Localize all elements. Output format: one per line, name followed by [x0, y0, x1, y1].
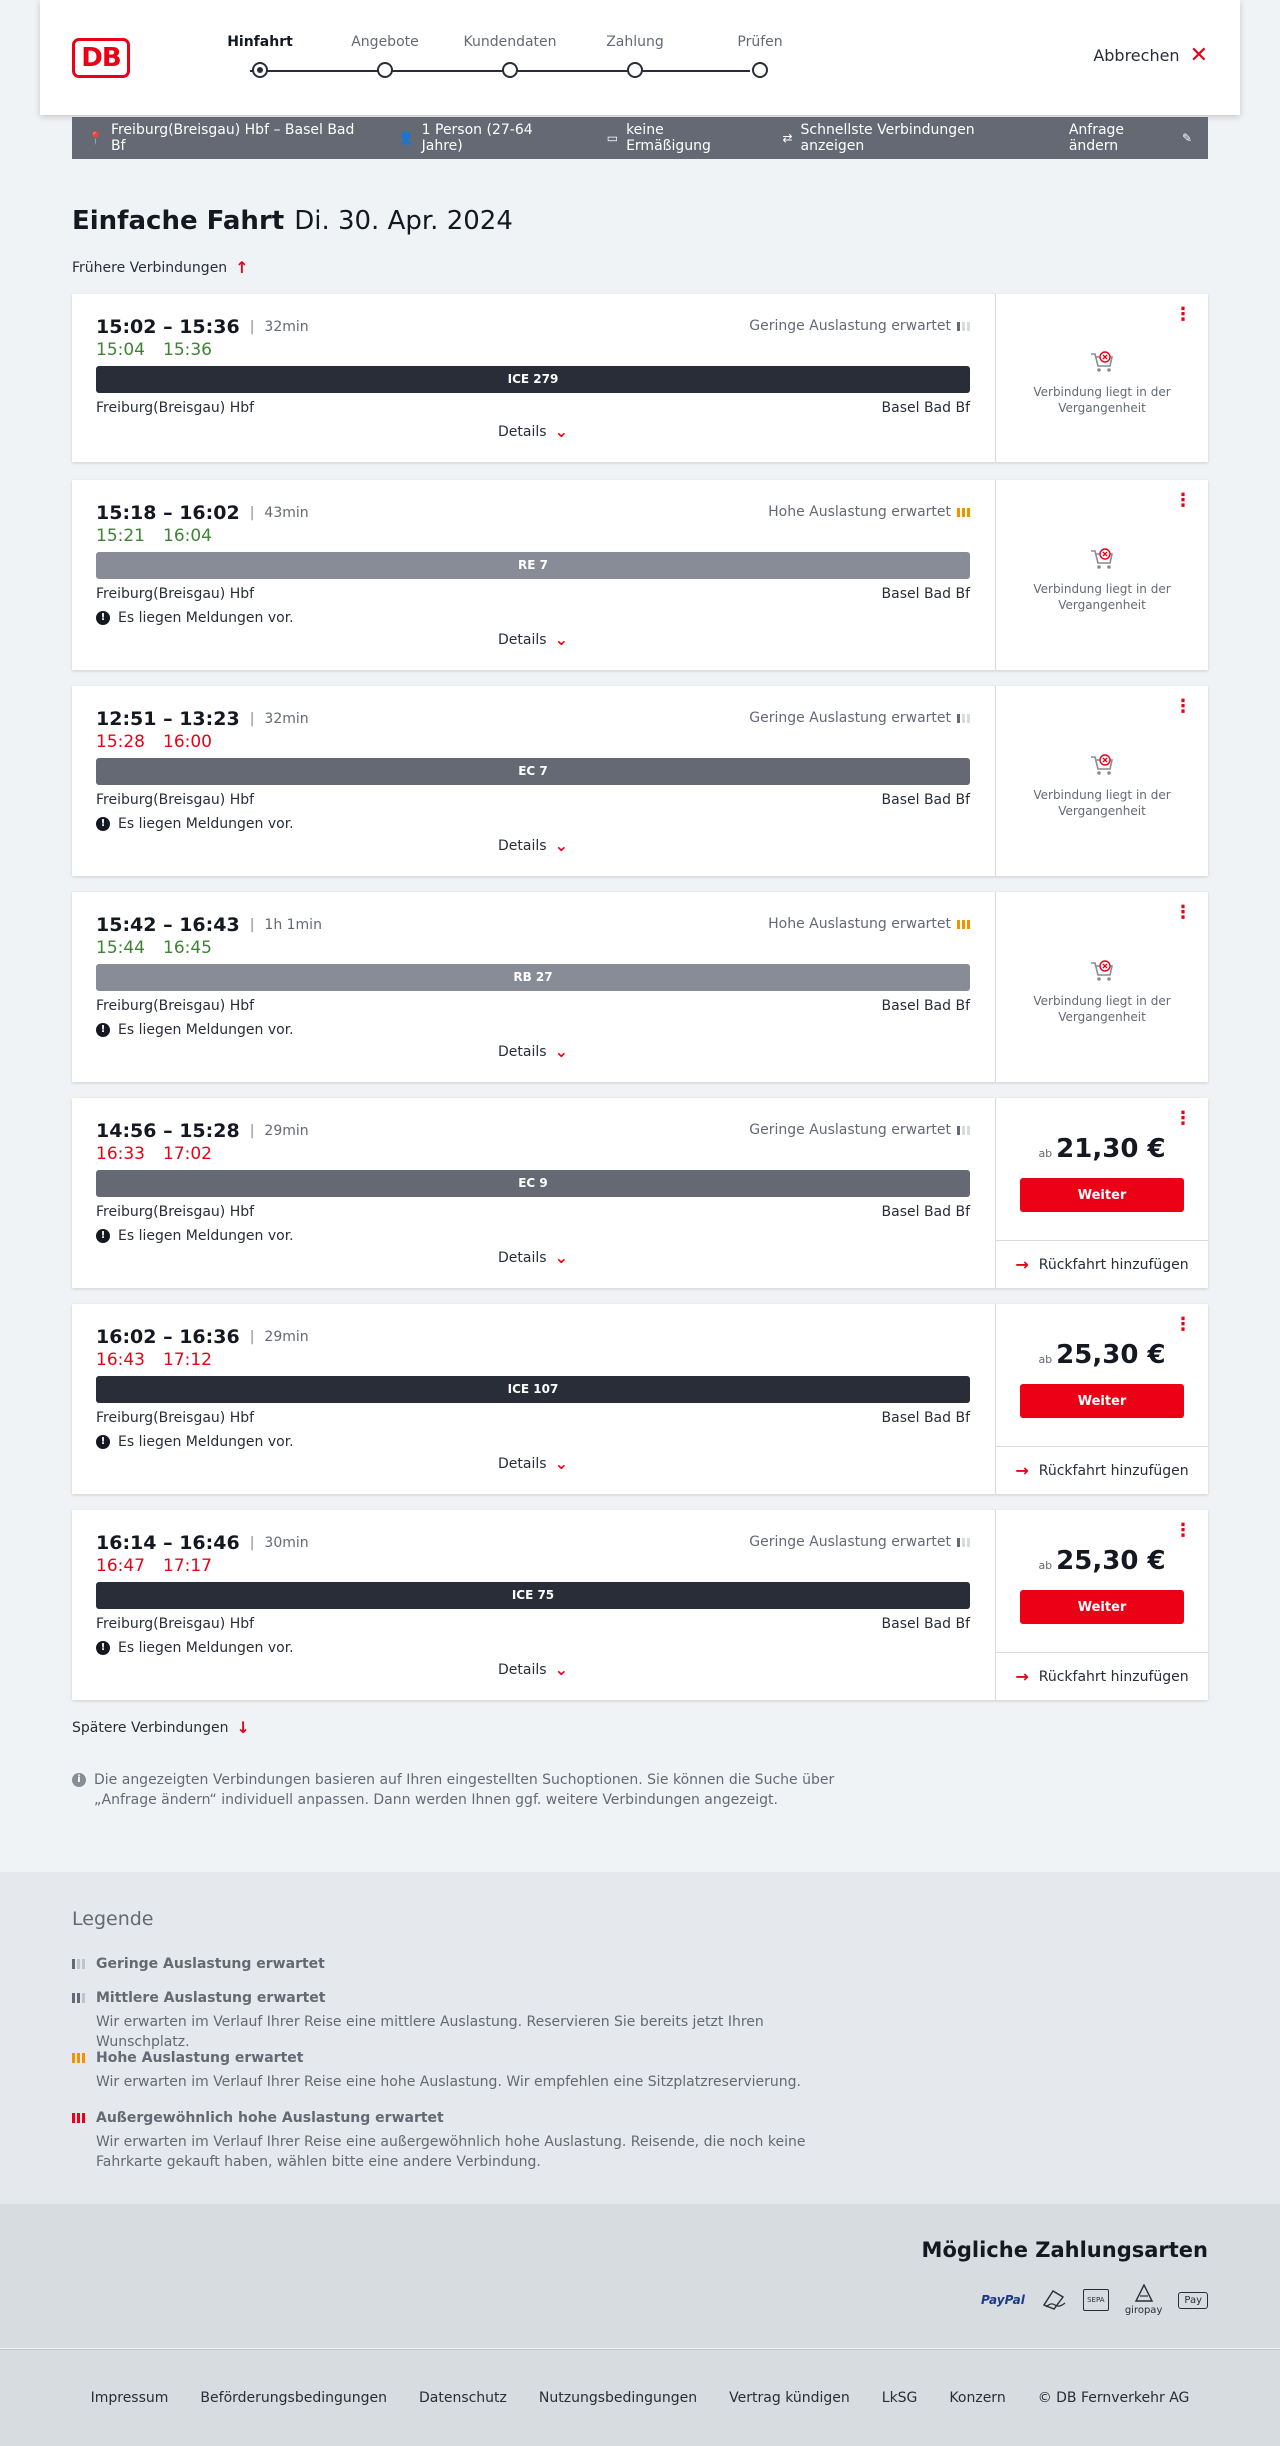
- alert-icon: !: [96, 611, 110, 625]
- details-toggle[interactable]: [72, 1042, 994, 1061]
- step-zahlung[interactable]: [585, 34, 685, 78]
- scheduled-times: 16:02 – 16:36: [96, 1326, 240, 1348]
- payment-methods-title: Mögliche Zahlungsarten: [921, 2238, 1208, 2262]
- return-label: Rückfahrt hinzufügen: [1038, 1462, 1189, 1479]
- db-logo[interactable]: DB: [72, 38, 130, 78]
- connection-main: [72, 1510, 994, 1700]
- connection-offer: [995, 480, 1208, 670]
- arrow-right-icon: →: [1015, 1461, 1029, 1480]
- weiter-button[interactable]: Weiter: [1020, 1384, 1184, 1418]
- legend-item-extreme: [72, 2110, 852, 2172]
- more-options-icon[interactable]: ⋮: [1174, 902, 1192, 923]
- hint-text: Die angezeigten Verbindungen basieren auf Ihren eingestellten Suchoptionen. Sie können die Suche über „Anfrage ändern“ individuell anpassen. Dann werden Ihnen ggf. weitere Verbindungen angezeigt.: [94, 1772, 835, 1808]
- alert-icon: !: [96, 1023, 110, 1037]
- train-bar[interactable]: ICE 107: [96, 1376, 970, 1403]
- occupancy-info: [749, 1122, 970, 1138]
- change-request-label: Anfrage ändern: [1068, 122, 1125, 154]
- realtime-times: [96, 938, 212, 958]
- occupancy-info: [749, 318, 970, 334]
- details-toggle[interactable]: [72, 1248, 994, 1267]
- message-text: Es liegen Meldungen vor.: [118, 1434, 294, 1450]
- connection-message: [96, 1434, 294, 1450]
- realtime-arrival: 17:12: [163, 1350, 212, 1370]
- separator: |: [249, 319, 255, 335]
- step-dot: [502, 62, 518, 78]
- chevron-down-icon: ⌄: [554, 1248, 568, 1267]
- occupancy-info: [768, 916, 970, 932]
- connection-message: [96, 1640, 294, 1656]
- destination-station: Basel Bad Bf: [881, 400, 970, 416]
- legend-head-text: Hohe Auslastung erwartet: [96, 2050, 304, 2066]
- realtime-arrival: 17:02: [163, 1144, 212, 1164]
- step-pruefen[interactable]: [710, 34, 810, 78]
- origin-station: Freiburg(Breisgau) Hbf: [96, 792, 255, 808]
- realtime-departure: 15:21: [96, 526, 145, 546]
- later-connections-link[interactable]: [72, 1718, 250, 1737]
- price-value: 21,30 €: [1056, 1134, 1166, 1164]
- realtime-arrival: 16:45: [163, 938, 212, 958]
- trip-type: Einfache Fahrt: [72, 206, 285, 236]
- swap-arrows-icon: ⇄: [782, 131, 793, 145]
- destination-station: Basel Bad Bf: [881, 1204, 970, 1220]
- details-label: Details: [498, 1455, 547, 1472]
- info-icon: i: [72, 1773, 86, 1787]
- occupancy-info: [768, 504, 970, 520]
- price: [996, 1340, 1208, 1370]
- details-label: Details: [498, 631, 547, 648]
- cart-unavailable-icon: [1088, 545, 1116, 573]
- realtime-departure: 15:44: [96, 938, 145, 958]
- step-label: Prüfen: [737, 34, 783, 50]
- scheduled-times: 15:02 – 15:36: [96, 316, 240, 338]
- connection-times: [96, 502, 309, 524]
- travellers-text: 1 Person (27-64 Jahre): [421, 122, 533, 154]
- occupancy-text: Geringe Auslastung erwartet: [749, 318, 951, 334]
- occupancy-text: Geringe Auslastung erwartet: [749, 1534, 951, 1550]
- person-icon: 👤: [398, 131, 414, 145]
- price: [996, 1546, 1208, 1576]
- legend-head-text: Geringe Auslastung erwartet: [96, 1956, 325, 1972]
- connection-main: [72, 892, 994, 1082]
- chevron-down-icon: ⌄: [554, 630, 568, 649]
- occupancy-icon: [957, 1538, 970, 1547]
- occupancy-text: Geringe Auslastung erwartet: [749, 710, 951, 726]
- arrow-up-icon: ↑: [235, 258, 249, 277]
- change-request-button[interactable]: [1069, 122, 1192, 154]
- legend-item-low: [72, 1956, 852, 1972]
- legend-head: [72, 1990, 852, 2006]
- option-text: Schnellste Verbindungen anzeigen: [800, 122, 975, 154]
- connection-times: [96, 914, 322, 936]
- connection-card: [72, 892, 1208, 1082]
- realtime-times: [96, 1144, 212, 1164]
- chevron-down-icon: ⌄: [554, 422, 568, 441]
- realtime-arrival: 15:36: [163, 340, 212, 360]
- route-info: [88, 122, 365, 154]
- separator: |: [249, 1535, 255, 1551]
- connection-times: [96, 1532, 309, 1554]
- train-bar[interactable]: EC 9: [96, 1170, 970, 1197]
- origin-station: Freiburg(Breisgau) Hbf: [96, 1204, 255, 1220]
- credit-card-signature-icon: [1041, 2287, 1067, 2314]
- connection-main: [72, 294, 994, 462]
- destination-station: Basel Bad Bf: [881, 792, 970, 808]
- progress-stepper: [210, 0, 783, 115]
- connection-card: [72, 480, 1208, 670]
- location-pin-icon: 📍: [88, 131, 103, 145]
- giropay-label: giropay: [1124, 2305, 1163, 2316]
- search-summary-bar: [72, 117, 1208, 159]
- duration: 43min: [264, 505, 309, 521]
- connection-card: [72, 686, 1208, 876]
- realtime-departure: 15:04: [96, 340, 145, 360]
- occupancy-icon: [957, 714, 970, 723]
- occupancy-text: Hohe Auslastung erwartet: [768, 916, 951, 932]
- occupancy-extreme-icon: [72, 2113, 88, 2123]
- step-angebote[interactable]: [335, 34, 435, 78]
- cancel-label: Abbrechen: [1093, 46, 1180, 65]
- duration: 29min: [264, 1123, 309, 1139]
- message-text: Es liegen Meldungen vor.: [118, 816, 294, 832]
- connection-offer: [995, 686, 1208, 876]
- message-text: Es liegen Meldungen vor.: [118, 1640, 294, 1656]
- connection-main: [72, 686, 994, 876]
- connection-card: [72, 1098, 1208, 1288]
- footer-link-datenschutz[interactable]: Datenschutz: [418, 2390, 507, 2406]
- past-connection-text: Verbindung liegt in der Vergangenheit: [1033, 788, 1171, 818]
- chevron-down-icon: ⌄: [554, 1042, 568, 1061]
- message-text: Es liegen Meldungen vor.: [118, 610, 294, 626]
- scheduled-times: 12:51 – 13:23: [96, 708, 240, 730]
- past-connection-text: Verbindung liegt in der Vergangenheit: [1033, 994, 1171, 1024]
- stations: [96, 1204, 970, 1220]
- more-options-icon[interactable]: ⋮: [1174, 490, 1192, 511]
- realtime-times: [96, 1556, 212, 1576]
- scheduled-times: 15:18 – 16:02: [96, 502, 240, 524]
- step-dot: [252, 62, 268, 78]
- train-bar[interactable]: EC 7: [96, 758, 970, 785]
- occupancy-icon: [957, 920, 970, 929]
- connection-offer: [995, 1304, 1208, 1494]
- sepa-direct-debit-icon: SEPA: [1083, 2289, 1109, 2311]
- legend-head-text: Mittlere Auslastung erwartet: [96, 1990, 326, 2006]
- connection-message: [96, 610, 294, 626]
- alert-icon: !: [96, 1641, 110, 1655]
- origin-station: Freiburg(Breisgau) Hbf: [96, 1410, 255, 1426]
- page-title: [72, 206, 513, 236]
- arrow-right-icon: →: [1015, 1255, 1029, 1274]
- discount-text: keine Ermäßigung: [626, 122, 711, 154]
- earlier-label: Frühere Verbindungen: [72, 259, 228, 276]
- step-dot: [627, 62, 643, 78]
- duration: 30min: [264, 1535, 309, 1551]
- discount-info: [607, 122, 749, 154]
- paypal-icon: PayPal: [981, 2293, 1025, 2307]
- more-options-icon[interactable]: ⋮: [1174, 1108, 1192, 1129]
- step-hinfahrt[interactable]: [210, 34, 310, 78]
- details-toggle[interactable]: [72, 836, 994, 855]
- legend-description: Wir erwarten im Verlauf Ihrer Reise eine außergewöhnlich hohe Auslastung. Reisende, die noch keine Fahrkarte gekauft haben, wählen bitte eine andere Verbindung.: [96, 2134, 806, 2170]
- connection-main: [72, 1098, 994, 1288]
- step-label: Kundendaten: [463, 34, 557, 50]
- stations: [96, 792, 970, 808]
- realtime-times: [96, 526, 212, 546]
- payment-methods-section: [0, 2204, 1280, 2348]
- step-label: Angebote: [351, 34, 419, 50]
- realtime-times: [96, 732, 212, 752]
- connection-times: [96, 316, 309, 338]
- train-bar[interactable]: ICE 279: [96, 366, 970, 393]
- destination-station: Basel Bad Bf: [881, 1410, 970, 1426]
- connection-offer: [995, 294, 1208, 462]
- option-info: [782, 122, 1034, 154]
- occupancy-icon: [957, 1126, 970, 1135]
- apple-pay-label: Pay: [1184, 2294, 1202, 2306]
- duration: 32min: [264, 711, 309, 727]
- more-options-icon[interactable]: ⋮: [1174, 696, 1192, 717]
- step-dot: [752, 62, 768, 78]
- price: [996, 1134, 1208, 1164]
- arrow-right-icon: →: [1015, 1667, 1029, 1686]
- connection-main: [72, 480, 994, 670]
- occupancy-info: [749, 1534, 970, 1550]
- separator: |: [249, 917, 255, 933]
- price-prefix: ab: [1038, 1559, 1053, 1572]
- realtime-arrival: 16:04: [163, 526, 212, 546]
- past-connection-text: Verbindung liegt in der Vergangenheit: [1033, 385, 1171, 415]
- payment-icons: [981, 2284, 1208, 2316]
- scheduled-times: 14:56 – 15:28: [96, 1120, 240, 1142]
- alert-icon: !: [96, 817, 110, 831]
- connection-card: [72, 1510, 1208, 1700]
- cart-unavailable-icon: [1088, 348, 1116, 376]
- price-prefix: ab: [1038, 1147, 1053, 1160]
- occupancy-icon: [957, 508, 970, 517]
- connection-times: [96, 1120, 309, 1142]
- footer: [0, 2349, 1280, 2446]
- stations: [96, 586, 970, 602]
- stations: [96, 1616, 970, 1632]
- scheduled-times: 15:42 – 16:43: [96, 914, 240, 936]
- more-options-icon[interactable]: ⋮: [1174, 304, 1192, 325]
- booking-header: [40, 0, 1240, 115]
- details-toggle[interactable]: [72, 1660, 994, 1679]
- connection-times: [96, 1326, 309, 1348]
- cart-unavailable-icon: [1088, 751, 1116, 779]
- occupancy-text: Geringe Auslastung erwartet: [749, 1122, 951, 1138]
- legend-head: [72, 1956, 852, 1972]
- realtime-arrival: 16:00: [163, 732, 212, 752]
- train-bar[interactable]: RE 7: [96, 552, 970, 579]
- close-icon: ✕: [1189, 42, 1208, 68]
- realtime-times: [96, 1350, 212, 1370]
- separator: |: [249, 1329, 255, 1345]
- pencil-icon: ✎: [1181, 131, 1193, 145]
- travellers-info: [399, 122, 573, 154]
- footer-link-nutzungsbedingungen[interactable]: Nutzungsbedingungen: [538, 2390, 698, 2406]
- destination-station: Basel Bad Bf: [881, 1616, 970, 1632]
- price-value: 25,30 €: [1056, 1546, 1166, 1576]
- realtime-departure: 15:28: [96, 732, 145, 752]
- stations: [96, 1410, 970, 1426]
- separator: |: [249, 711, 255, 727]
- origin-station: Freiburg(Breisgau) Hbf: [96, 586, 255, 602]
- connection-times: [96, 708, 309, 730]
- footer-link-vertrag-kuendigen[interactable]: Vertrag kündigen: [729, 2390, 850, 2406]
- add-return-trip-button[interactable]: [996, 1652, 1208, 1700]
- separator: |: [249, 505, 255, 521]
- legend-description: Wir erwarten im Verlauf Ihrer Reise eine mittlere Auslastung. Reservieren Sie bereits jetzt Ihren Wunschplatz.: [96, 2014, 764, 2050]
- realtime-departure: 16:43: [96, 1350, 145, 1370]
- price-prefix: ab: [1038, 1353, 1053, 1366]
- origin-station: Freiburg(Breisgau) Hbf: [96, 1616, 255, 1632]
- step-label: Zahlung: [606, 34, 664, 50]
- connection-message: [96, 1228, 294, 1244]
- add-return-trip-button[interactable]: [996, 1240, 1208, 1288]
- legend-head: [72, 2110, 852, 2126]
- details-label: Details: [498, 837, 547, 854]
- weiter-button[interactable]: Weiter: [1020, 1590, 1184, 1624]
- legend-head-text: Außergewöhnlich hohe Auslastung erwartet: [96, 2110, 444, 2126]
- realtime-departure: 16:33: [96, 1144, 145, 1164]
- trip-date: Di. 30. Apr. 2024: [294, 206, 513, 236]
- details-label: Details: [498, 1661, 547, 1678]
- connection-message: [96, 1022, 294, 1038]
- chevron-down-icon: ⌄: [554, 1660, 568, 1679]
- train-bar[interactable]: RB 27: [96, 964, 970, 991]
- realtime-times: [96, 340, 212, 360]
- occupancy-low-icon: [72, 1959, 88, 1969]
- return-label: Rückfahrt hinzufügen: [1038, 1256, 1189, 1273]
- later-label: Spätere Verbindungen: [72, 1719, 229, 1736]
- realtime-departure: 16:47: [96, 1556, 145, 1576]
- past-connection-text: Verbindung liegt in der Vergangenheit: [1033, 582, 1171, 612]
- more-options-icon[interactable]: ⋮: [1174, 1314, 1192, 1335]
- arrow-down-icon: ↓: [236, 1718, 250, 1737]
- apple-pay-icon: [1178, 2292, 1208, 2309]
- connection-main: [72, 1304, 994, 1494]
- destination-station: Basel Bad Bf: [881, 586, 970, 602]
- origin-station: Freiburg(Breisgau) Hbf: [96, 400, 255, 416]
- footer-copyright: © DB Fernverkehr AG: [1037, 2390, 1190, 2406]
- step-label: Hinfahrt: [227, 34, 293, 50]
- alert-icon: !: [96, 1229, 110, 1243]
- legend-item-mid: [72, 1990, 852, 2052]
- chevron-down-icon: ⌄: [554, 1454, 568, 1473]
- details-label: Details: [498, 1043, 547, 1060]
- more-options-icon[interactable]: ⋮: [1174, 1520, 1192, 1541]
- legend-item-high: [72, 2050, 852, 2092]
- details-label: Details: [498, 1249, 547, 1266]
- connection-offer: [995, 1098, 1208, 1288]
- origin-station: Freiburg(Breisgau) Hbf: [96, 998, 255, 1014]
- scheduled-times: 16:14 – 16:46: [96, 1532, 240, 1554]
- cart-unavailable-icon: [1088, 957, 1116, 985]
- duration: 32min: [264, 319, 309, 335]
- occupancy-text: Hohe Auslastung erwartet: [768, 504, 951, 520]
- footer-link-konzern[interactable]: Konzern: [949, 2390, 1006, 2406]
- alert-icon: !: [96, 1435, 110, 1449]
- details-label: Details: [498, 423, 547, 440]
- route-text: Freiburg(Breisgau) Hbf – Basel Bad Bf: [110, 122, 355, 154]
- connection-message: [96, 816, 294, 832]
- giropay-icon: [1125, 2284, 1163, 2316]
- footer-link-lksg[interactable]: LkSG: [881, 2390, 918, 2406]
- destination-station: Basel Bad Bf: [881, 998, 970, 1014]
- train-bar[interactable]: ICE 75: [96, 1582, 970, 1609]
- details-toggle[interactable]: [72, 1454, 994, 1473]
- occupancy-mid-icon: [72, 1993, 88, 2003]
- footer-link-impressum[interactable]: Impressum: [90, 2390, 169, 2406]
- connection-offer: [995, 1510, 1208, 1700]
- occupancy-info: [749, 710, 970, 726]
- occupancy-icon: [957, 322, 970, 331]
- step-kundendaten[interactable]: [460, 34, 560, 78]
- price-value: 25,30 €: [1056, 1340, 1166, 1370]
- details-toggle[interactable]: [72, 422, 994, 441]
- connection-card: [72, 1304, 1208, 1494]
- cancel-button[interactable]: [1093, 42, 1208, 68]
- stations: [96, 998, 970, 1014]
- add-return-trip-button[interactable]: [996, 1446, 1208, 1494]
- connection-card: [72, 294, 1208, 462]
- chevron-down-icon: ⌄: [554, 836, 568, 855]
- details-toggle[interactable]: [72, 630, 994, 649]
- return-label: Rückfahrt hinzufügen: [1038, 1668, 1189, 1685]
- duration: 29min: [264, 1329, 309, 1345]
- earlier-connections-link[interactable]: [72, 258, 249, 277]
- search-hint: [72, 1770, 852, 1810]
- stations: [96, 400, 970, 416]
- legend-description: Wir erwarten im Verlauf Ihrer Reise eine hohe Auslastung. Wir empfehlen eine Sitzplatzreservierung.: [96, 2074, 801, 2090]
- occupancy-high-icon: [72, 2053, 88, 2063]
- step-dot: [377, 62, 393, 78]
- connection-offer: [995, 892, 1208, 1082]
- realtime-arrival: 17:17: [163, 1556, 212, 1576]
- legend-section: [0, 1872, 1280, 2204]
- bahncard-icon: ▭: [606, 131, 619, 145]
- footer-link-befoerderungsbedingungen[interactable]: Beförderungsbedingungen: [200, 2390, 387, 2406]
- duration: 1h 1min: [264, 917, 322, 933]
- legend-head: [72, 2050, 852, 2066]
- message-text: Es liegen Meldungen vor.: [118, 1022, 294, 1038]
- separator: |: [249, 1123, 255, 1139]
- legend-title: Legende: [72, 1908, 154, 1930]
- weiter-button[interactable]: Weiter: [1020, 1178, 1184, 1212]
- message-text: Es liegen Meldungen vor.: [118, 1228, 294, 1244]
